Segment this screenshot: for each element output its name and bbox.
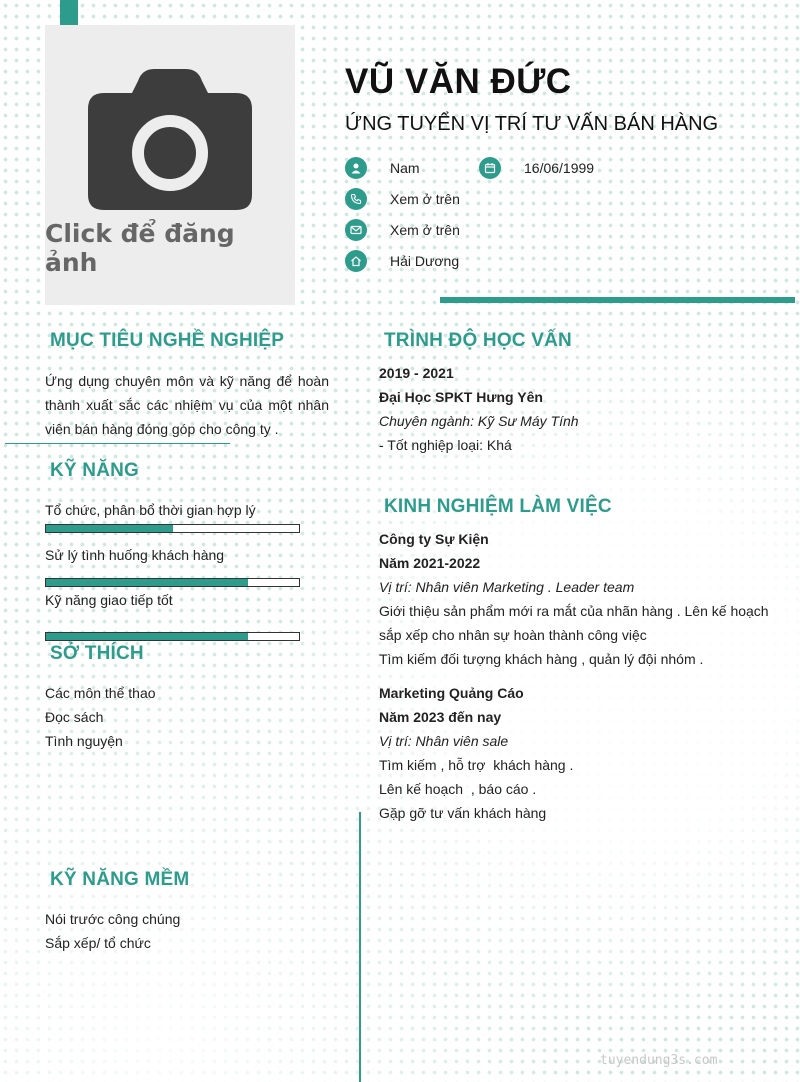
phone-value: Xem ở trên xyxy=(390,191,460,207)
header-divider xyxy=(440,297,795,303)
soft-skills-title: KỸ NĂNG MỀM xyxy=(50,869,190,890)
phone-row xyxy=(345,188,475,210)
envelope-icon xyxy=(345,219,367,241)
skill-bar xyxy=(45,578,300,587)
job-company: Marketing Quảng Cáo xyxy=(379,685,524,701)
education-title: TRÌNH ĐỘ HỌC VẤN xyxy=(384,330,572,351)
education-period: 2019 - 2021 xyxy=(379,365,454,381)
experience-title: KINH NGHIỆM LÀM VIỆC xyxy=(384,496,612,517)
column-divider xyxy=(359,812,361,1082)
home-icon xyxy=(345,250,367,272)
skill-bar xyxy=(45,632,300,641)
objective-title: MỤC TIÊU NGHỀ NGHIỆP xyxy=(50,330,285,351)
objective-text: Ứng dụng chuyên môn và kỹ năng để hoàn thành xuất sắc các nhiệm vụ của một nhân viên bán hàng đóng góp cho công ty . xyxy=(45,373,329,437)
job-description: Tìm kiếm , hỗ trợ khách hàng . xyxy=(379,757,574,773)
job-description: Tìm kiếm đối tượng khách hàng , quản lý đội nhóm . xyxy=(379,651,704,667)
section-divider xyxy=(5,443,230,444)
hobby-item: Các môn thể thao xyxy=(45,685,156,701)
watermark: tuyendung3s.com xyxy=(600,1053,718,1068)
skill-label: Sử lý tình huống khách hàng xyxy=(45,547,225,563)
job-description: Gặp gỡ tư vấn khách hàng xyxy=(379,805,547,821)
photo-caption: Click để đăng ảnh xyxy=(45,219,235,277)
job-company: Công ty Sự Kiện xyxy=(379,531,489,547)
education-major: Chuyên ngành: Kỹ Sư Máy Tính xyxy=(379,413,579,429)
applied-position: ỨNG TUYỂN VỊ TRÍ TƯ VẤN BÁN HÀNG xyxy=(345,113,719,135)
hobby-item: Tình nguyện xyxy=(45,733,123,749)
address-row xyxy=(345,250,475,272)
hobbies-title: SỞ THÍCH xyxy=(50,643,144,664)
skill-bar-fill xyxy=(46,579,248,586)
photo-upload[interactable] xyxy=(45,25,295,305)
gender-row xyxy=(345,157,475,179)
job-role: Vị trí: Nhân viên sale xyxy=(379,733,509,749)
gender-value: Nam xyxy=(390,160,420,176)
birthday-row xyxy=(479,157,639,179)
email-row xyxy=(345,219,475,241)
user-icon xyxy=(345,157,367,179)
skill-label: Kỹ năng giao tiếp tốt xyxy=(45,592,173,608)
calendar-icon xyxy=(479,157,501,179)
camera-icon xyxy=(86,67,254,211)
job-description: Giới thiệu sản phẩm mới ra mắt của nhãn hàng . Lên kế hoạch sắp xếp cho nhân sự hoàn thành công việc xyxy=(379,603,769,643)
soft-skill-item: Sắp xếp/ tổ chức xyxy=(45,935,151,951)
job-description: Lên kế hoạch , báo cáo . xyxy=(379,781,537,797)
hobby-item: Đọc sách xyxy=(45,709,104,725)
candidate-name: VŨ VĂN ĐỨC xyxy=(345,62,572,101)
phone-icon xyxy=(345,188,367,210)
education-grade: - Tốt nghiệp loại: Khá xyxy=(379,437,512,453)
skill-bar xyxy=(45,524,300,533)
address-value: Hải Dương xyxy=(390,253,460,269)
job-period: Năm 2021-2022 xyxy=(379,555,481,571)
job-role: Vị trí: Nhân viên Marketing . Leader team xyxy=(379,579,635,595)
soft-skill-item: Nói trước công chúng xyxy=(45,911,181,927)
education-school: Đại Học SPKT Hưng Yên xyxy=(379,389,543,405)
birthday-value: 16/06/1999 xyxy=(524,160,595,176)
skill-bar-fill xyxy=(46,525,173,532)
email-value: Xem ở trên xyxy=(390,222,460,238)
skill-label: Tổ chức, phân bổ thời gian hợp lý xyxy=(45,502,256,518)
skill-bar-fill xyxy=(46,633,248,640)
job-period: Năm 2023 đến nay xyxy=(379,709,502,725)
skills-title: KỸ NĂNG xyxy=(50,460,140,481)
